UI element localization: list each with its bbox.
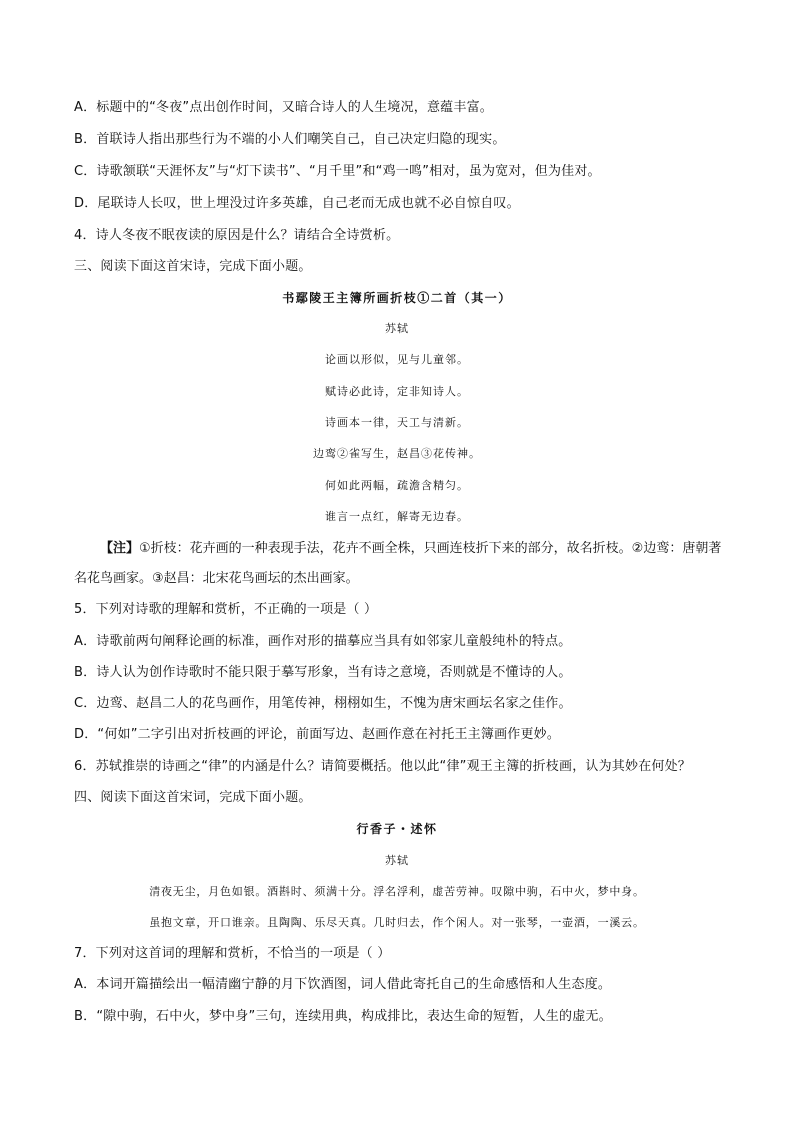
q3-option-d: D．尾联诗人长叹，世上埋没过许多英雄，自己老而无成也就不必自惊自叹。 [74, 196, 520, 211]
poem-line: 何如此两幅，疏澹含精匀。 [325, 479, 469, 492]
q5-option-b: B．诗人认为创作诗歌时不能只限于摹写形象，当有诗之意境，否则就是不懂诗的人。 [74, 665, 572, 680]
poem-title: 书鄢陵王主簿所画折枝①二首（其一） [282, 291, 512, 305]
ci-author: 苏轼 [385, 854, 409, 867]
question-6: 6．苏轼推崇的诗画之“律”的内涵是什么？请简要概括。他以此“律”观王主簿的折枝画，认为其妙在何处？ [74, 759, 692, 774]
q5-stem: 5．下列对诗歌的理解和赏析，不正确的一项是（ ） [74, 602, 378, 617]
q5-option-c: C．边鸾、赵昌二人的花鸟画作，用笔传神，栩栩如生，不愧为唐宋画坛名家之佳作。 [74, 696, 572, 711]
q3-option-a: A．标题中的“冬夜”点出创作时间，又暗合诗人的人生境况，意蕴丰富。 [74, 100, 493, 115]
section-3-heading: 三、阅读下面这首宋诗，完成下面小题。 [74, 259, 312, 274]
q5-option-d: D．“何如”二字引出对折枝画的评论，前面写边、赵画作意在衬托王主簿画作更妙。 [74, 727, 561, 742]
poem-line: 诗画本一律，天工与清新。 [325, 416, 469, 429]
note-text: ①折枝：花卉画的一种表现手法，花卉不画全株，只画连枝折下来的部分，故名折枝。②边鸾：唐朝著名花鸟画家。③赵昌：北宋花鸟画坛的杰出画家。 [74, 541, 722, 586]
poem-author: 苏轼 [385, 322, 409, 335]
q3-option-c: C．诗歌颔联“天涯怀友”与“灯下读书”、“月千里”和“鸡一鸣”相对，虽为宽对，但为佳对。 [74, 164, 601, 179]
q3-option-b: B．首联诗人指出那些行为不端的小人们嘲笑自己，自己决定归隐的现实。 [74, 132, 506, 147]
poem-line: 赋诗必此诗，定非知诗人。 [325, 385, 469, 398]
q7-option-a: A．本词开篇描绘出一幅清幽宁静的月下饮酒图，词人借此寄托自己的生命感悟和人生态度。 [74, 977, 612, 992]
note-label: 【注】 [100, 541, 140, 556]
section-4-heading: 四、阅读下面这首宋词，完成下面小题。 [74, 790, 312, 805]
ci-line: 清夜无尘，月色如银。酒斟时、须满十分。浮名浮利，虚苦劳神。叹隙中驹，石中火，梦中身。 [149, 885, 645, 898]
q7-option-b: B．“隙中驹，石中火，梦中身”三句，连续用典，构成排比，表达生命的短暂，人生的虚无。 [74, 1009, 612, 1024]
ci-title: 行香子・述怀 [356, 822, 438, 836]
q5-option-a: A．诗歌前两句阐释论画的标准，画作对形的描摹应当具有如邻家儿童般纯朴的特点。 [74, 634, 572, 649]
question-4: 4．诗人冬夜不眠夜读的原因是什么？请结合全诗赏析。 [74, 228, 400, 243]
poem-line: 边鸾②雀写生，赵昌③花传神。 [313, 447, 481, 460]
q7-stem: 7．下列对这首词的理解和赏析，不恰当的一项是（ ） [74, 946, 391, 961]
poem-line: 论画以形似，见与儿童邻。 [325, 353, 469, 366]
poem-note [74, 534, 724, 594]
poem-line: 谁言一点红，解寄无边春。 [325, 510, 469, 523]
ci-line: 虽抱文章，开口谁亲。且陶陶、乐尽天真。几时归去，作个闲人。对一张琴，一壶酒，一溪云。 [149, 916, 645, 929]
